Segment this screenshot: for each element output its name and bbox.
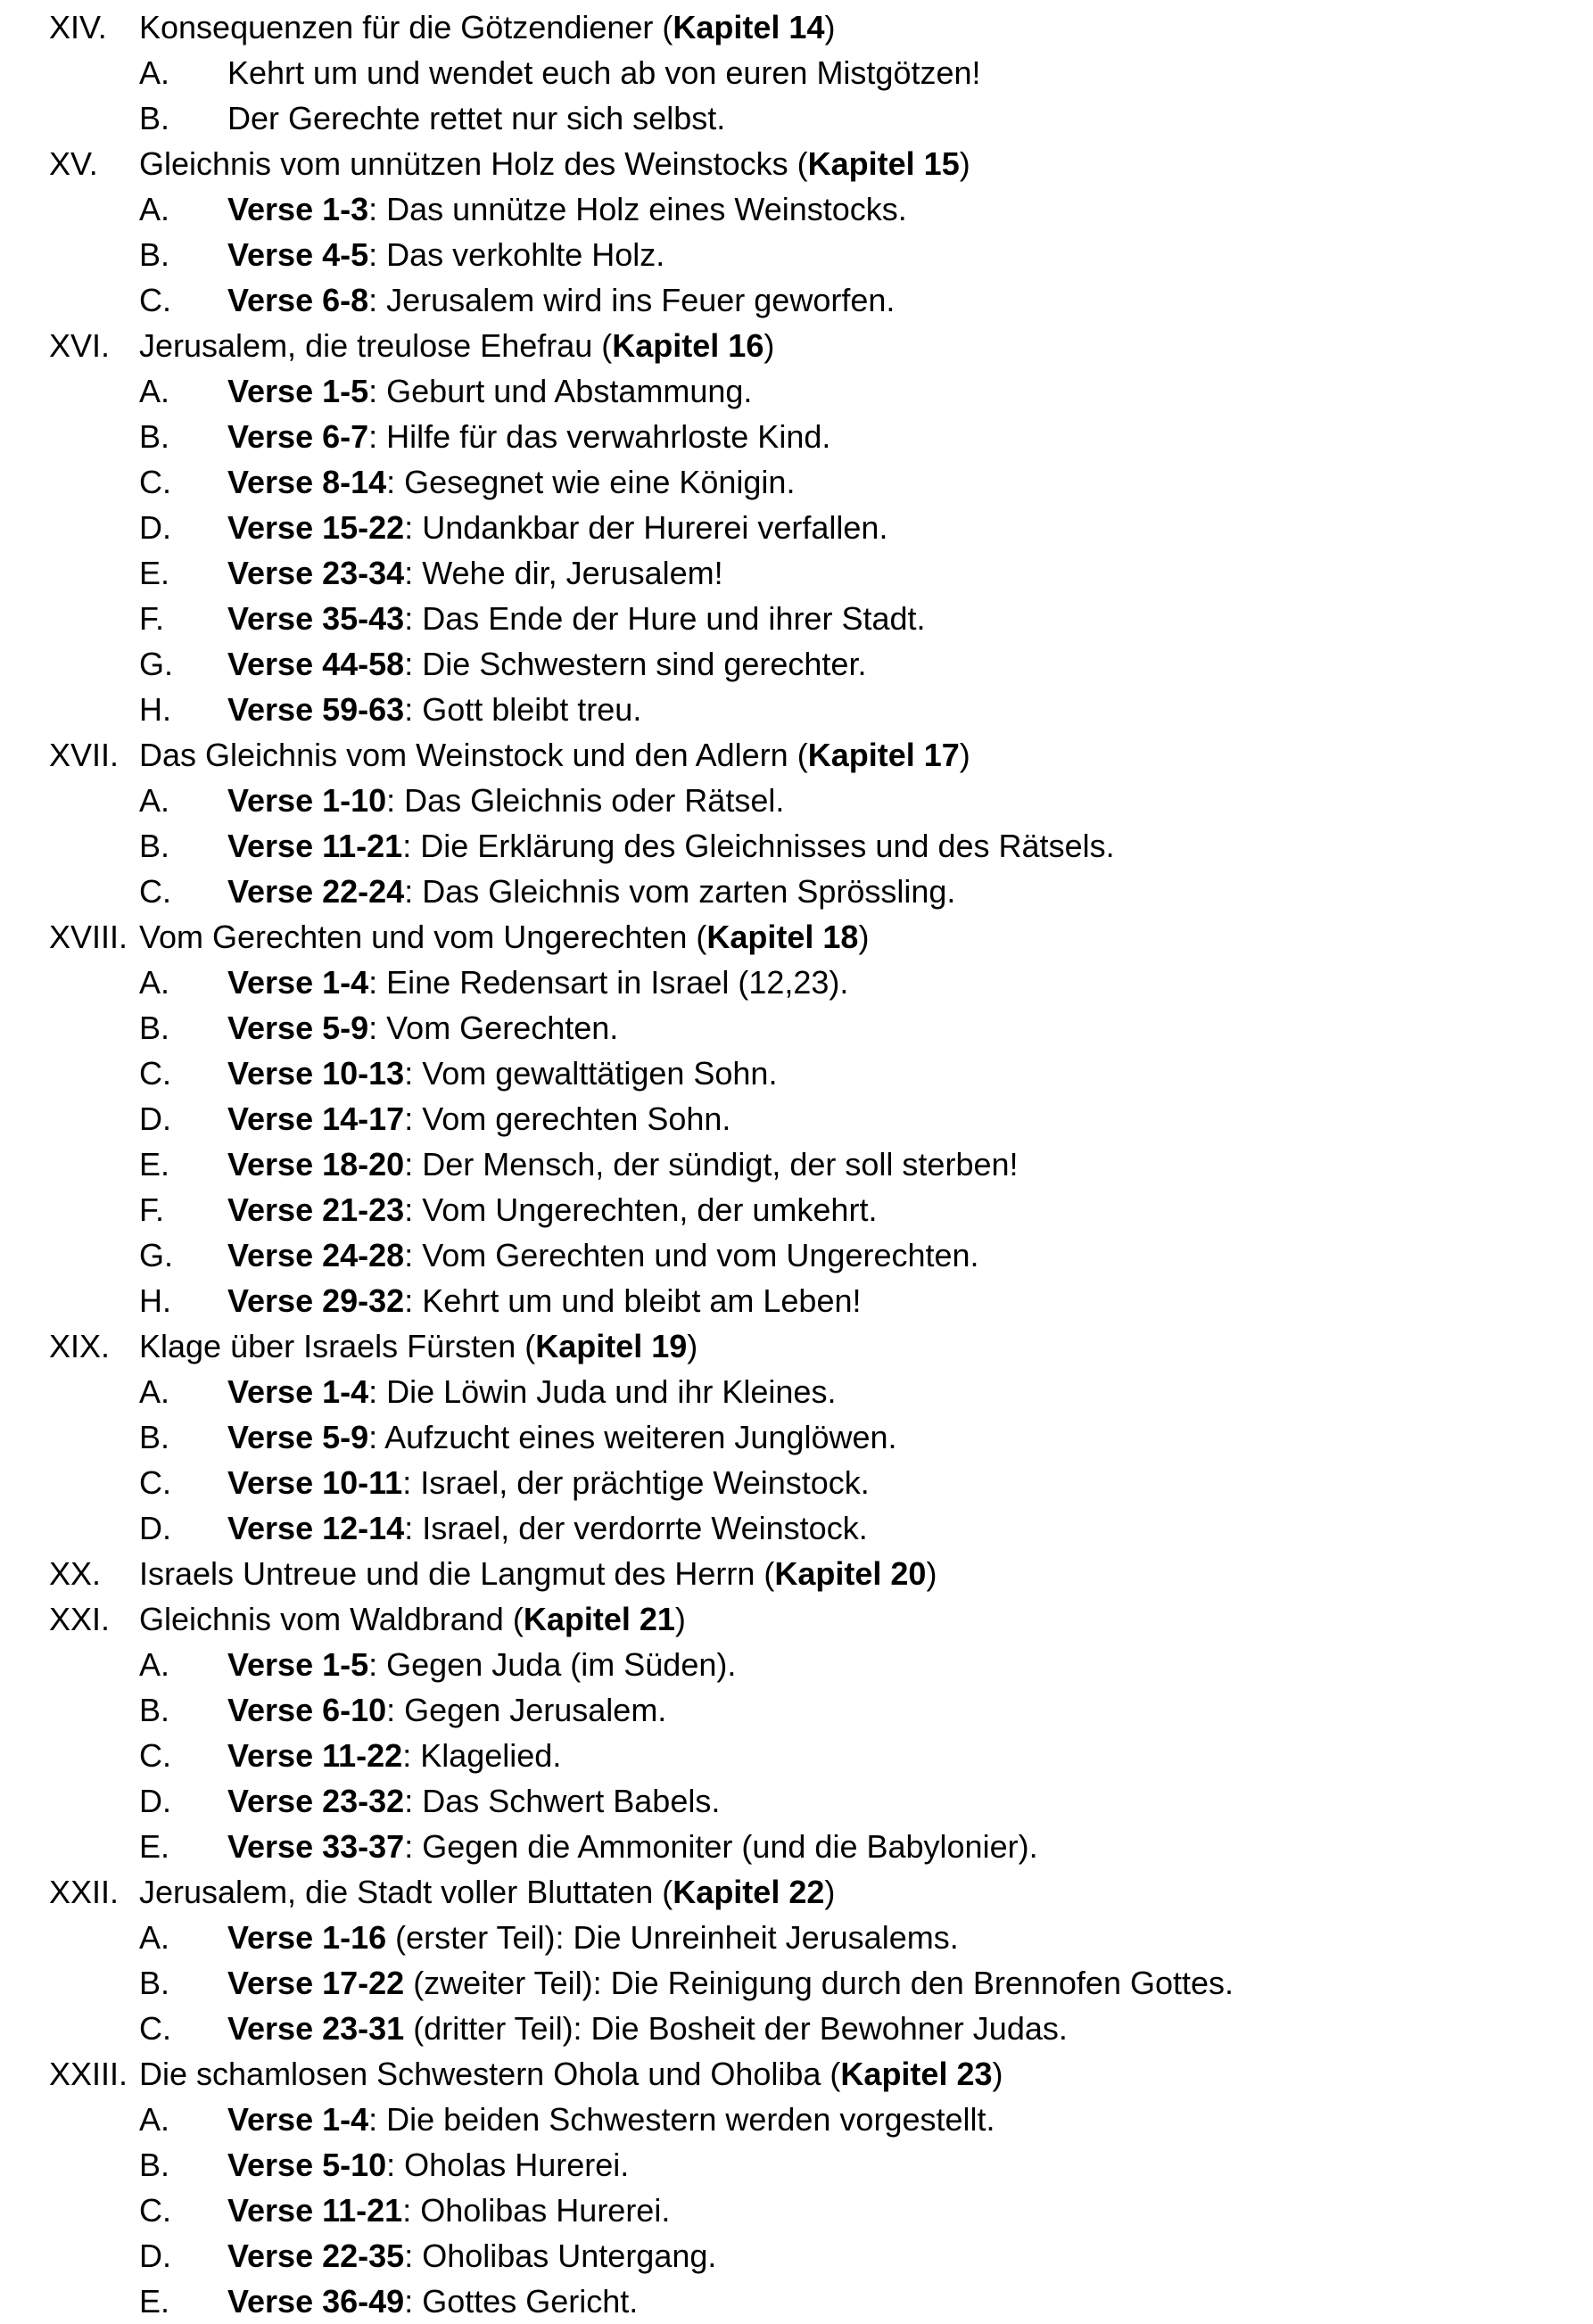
text-run: Konsequenzen für die Götzendiener ( bbox=[139, 9, 673, 45]
reference-bold: Kapitel 22 bbox=[673, 1874, 825, 1910]
subitem-letter: C. bbox=[139, 2192, 171, 2229]
outline-subitem bbox=[0, 232, 1593, 277]
subitem-text bbox=[227, 641, 866, 687]
text-run: : Gesegnet wie eine Königin. bbox=[386, 464, 796, 500]
reference-bold: Verse 23-32 bbox=[227, 1783, 405, 1819]
subitem-letter: C. bbox=[139, 1055, 171, 1092]
subitem-text bbox=[227, 95, 725, 141]
outline-subitem bbox=[0, 414, 1593, 459]
subitem-letter: D. bbox=[139, 1783, 171, 1819]
outline-subitem bbox=[0, 1278, 1593, 1323]
section-title bbox=[139, 1869, 835, 1915]
outline-subitem bbox=[0, 2142, 1593, 2188]
section-numeral: XX. bbox=[49, 1555, 102, 1592]
reference-bold: Verse 33-37 bbox=[227, 1828, 405, 1865]
section-numeral: XXII. bbox=[49, 1874, 120, 1910]
text-run: ) bbox=[959, 737, 970, 773]
subitem-letter: A. bbox=[139, 964, 170, 1001]
text-run: Kehrt um und wendet euch ab von euren Mistgötzen! bbox=[227, 54, 981, 91]
reference-bold: Verse 21-23 bbox=[227, 1191, 405, 1228]
subitem-letter: A. bbox=[139, 191, 170, 227]
text-run: Die schamlosen Schwestern Ohola und Oholiba ( bbox=[139, 2056, 841, 2092]
subitem-letter: A. bbox=[139, 1919, 170, 1956]
outline-subitem bbox=[0, 1642, 1593, 1687]
outline-subitem bbox=[0, 50, 1593, 95]
subitem-letter: C. bbox=[139, 873, 171, 910]
outline-subitem bbox=[0, 1824, 1593, 1869]
reference-bold: Verse 8-14 bbox=[227, 464, 387, 500]
section-numeral: XXI. bbox=[49, 1601, 111, 1637]
subitem-text bbox=[227, 232, 664, 277]
reference-bold: Verse 22-35 bbox=[227, 2237, 405, 2274]
text-run: ) bbox=[992, 2056, 1003, 2092]
text-run: : Das unnütze Holz eines Weinstocks. bbox=[368, 191, 907, 227]
text-run: : Kehrt um und bleibt am Leben! bbox=[404, 1282, 862, 1319]
outline-subitem bbox=[0, 1687, 1593, 1733]
text-run: : Gott bleibt treu. bbox=[404, 691, 642, 728]
subitem-text bbox=[227, 550, 723, 596]
outline-subitem bbox=[0, 1369, 1593, 1414]
subitem-text bbox=[227, 459, 795, 505]
text-run: : Geburt und Abstammung. bbox=[368, 373, 753, 409]
section-numeral: XVII. bbox=[49, 737, 120, 773]
text-run: (erster Teil): Die Unreinheit Jerusalems. bbox=[386, 1919, 959, 1956]
outline-subitem bbox=[0, 1915, 1593, 1960]
subitem-text bbox=[227, 414, 830, 459]
subitem-letter: E. bbox=[139, 555, 170, 591]
subitem-letter: F. bbox=[139, 600, 165, 637]
reference-bold: Verse 11-21 bbox=[227, 2192, 403, 2229]
text-run: : Gegen Jerusalem. bbox=[386, 1692, 667, 1728]
reference-bold: Verse 11-21 bbox=[227, 828, 403, 864]
subitem-text bbox=[227, 2279, 638, 2324]
section-numeral: XIX. bbox=[49, 1328, 111, 1364]
section-numeral: XIV. bbox=[49, 9, 107, 45]
reference-bold: Verse 1-4 bbox=[227, 1373, 369, 1410]
outline-subitem bbox=[0, 550, 1593, 596]
subitem-letter: A. bbox=[139, 782, 170, 819]
subitem-letter: B. bbox=[139, 1965, 170, 2001]
text-run: Vom Gerechten und vom Ungerechten ( bbox=[139, 919, 707, 955]
subitem-text bbox=[227, 1460, 870, 1505]
subitem-text bbox=[227, 2006, 1068, 2051]
subitem-letter: G. bbox=[139, 1237, 174, 1273]
text-run: : Vom gewalttätigen Sohn. bbox=[404, 1055, 778, 1092]
text-run: Gleichnis vom Waldbrand ( bbox=[139, 1601, 524, 1637]
reference-bold: Verse 23-34 bbox=[227, 555, 405, 591]
reference-bold: Kapitel 19 bbox=[535, 1328, 688, 1364]
subitem-letter: C. bbox=[139, 464, 171, 500]
text-run: : Undankbar der Hurerei verfallen. bbox=[404, 509, 888, 546]
text-run: Jerusalem, die Stadt voller Bluttaten ( bbox=[139, 1874, 673, 1910]
subitem-letter: A. bbox=[139, 1646, 170, 1683]
text-run: : Oholibas Hurerei. bbox=[402, 2192, 671, 2229]
subitem-text bbox=[227, 1824, 1038, 1869]
outline-section bbox=[0, 732, 1593, 778]
subitem-letter: B. bbox=[139, 418, 170, 455]
text-run: : Hilfe für das verwahrloste Kind. bbox=[368, 418, 831, 455]
reference-bold: Verse 6-7 bbox=[227, 418, 369, 455]
outline-subitem bbox=[0, 2006, 1593, 2051]
subitem-letter: C. bbox=[139, 2010, 171, 2047]
subitem-text bbox=[227, 687, 641, 732]
subitem-letter: A. bbox=[139, 2101, 170, 2138]
text-run: : Das Schwert Babels. bbox=[404, 1783, 721, 1819]
text-run: : Das Gleichnis oder Rätsel. bbox=[386, 782, 785, 819]
text-run: : Die beiden Schwestern werden vorgestellt. bbox=[368, 2101, 995, 2138]
subitem-letter: B. bbox=[139, 236, 170, 273]
reference-bold: Verse 12-14 bbox=[227, 1510, 405, 1546]
reference-bold: Kapitel 18 bbox=[706, 919, 859, 955]
subitem-text bbox=[227, 1687, 666, 1733]
subitem-text bbox=[227, 186, 907, 232]
subitem-letter: B. bbox=[139, 1692, 170, 1728]
reference-bold: Verse 59-63 bbox=[227, 691, 405, 728]
outline-section bbox=[0, 2051, 1593, 2097]
reference-bold: Verse 18-20 bbox=[227, 1146, 405, 1183]
outline-subitem bbox=[0, 1005, 1593, 1051]
subitem-text bbox=[227, 823, 1115, 869]
outline-section bbox=[0, 4, 1593, 50]
text-run: : Wehe dir, Jerusalem! bbox=[404, 555, 723, 591]
subitem-letter: A. bbox=[139, 373, 170, 409]
subitem-letter: B. bbox=[139, 2147, 170, 2183]
outline-section bbox=[0, 1551, 1593, 1596]
reference-bold: Verse 22-24 bbox=[227, 873, 405, 910]
subitem-text bbox=[227, 1505, 868, 1551]
subitem-letter: C. bbox=[139, 282, 171, 318]
outline-subitem bbox=[0, 2097, 1593, 2142]
subitem-letter: E. bbox=[139, 1828, 170, 1865]
subitem-text bbox=[227, 2233, 716, 2279]
subitem-text bbox=[227, 778, 784, 823]
subitem-text bbox=[227, 1369, 836, 1414]
subitem-letter: G. bbox=[139, 646, 174, 682]
outline-subitem bbox=[0, 687, 1593, 732]
subitem-letter: C. bbox=[139, 1737, 171, 1774]
outline-subitem bbox=[0, 95, 1593, 141]
reference-bold: Verse 44-58 bbox=[227, 646, 405, 682]
text-run: Der Gerechte rettet nur sich selbst. bbox=[227, 100, 726, 136]
section-title bbox=[139, 914, 869, 960]
outline-section bbox=[0, 1596, 1593, 1642]
reference-bold: Verse 29-32 bbox=[227, 1282, 405, 1319]
text-run: Klage über Israels Fürsten ( bbox=[139, 1328, 536, 1364]
reference-bold: Verse 6-8 bbox=[227, 282, 369, 318]
section-title bbox=[139, 1551, 937, 1596]
subitem-letter: D. bbox=[139, 1510, 171, 1546]
reference-bold: Kapitel 14 bbox=[673, 9, 825, 45]
outline-subitem bbox=[0, 1460, 1593, 1505]
subitem-text bbox=[227, 1096, 730, 1141]
outline-subitem bbox=[0, 596, 1593, 641]
reference-bold: Verse 17-22 bbox=[227, 1965, 405, 2001]
outline-section bbox=[0, 323, 1593, 368]
outline-subitem bbox=[0, 1051, 1593, 1096]
reference-bold: Verse 23-31 bbox=[227, 2010, 405, 2047]
text-run: Gleichnis vom unnützen Holz des Weinstocks ( bbox=[139, 145, 808, 182]
reference-bold: Kapitel 20 bbox=[774, 1555, 927, 1592]
outline-subitem bbox=[0, 1096, 1593, 1141]
outline-subitem bbox=[0, 2188, 1593, 2233]
text-run: : Der Mensch, der sündigt, der soll sterben! bbox=[404, 1146, 1019, 1183]
text-run: (zweiter Teil): Die Reinigung durch den Brennofen Gottes. bbox=[404, 1965, 1234, 2001]
text-run: : Das Ende der Hure und ihrer Stadt. bbox=[404, 600, 926, 637]
reference-bold: Verse 1-10 bbox=[227, 782, 387, 819]
subitem-text bbox=[227, 2142, 629, 2188]
section-numeral: XVI. bbox=[49, 327, 111, 364]
subitem-letter: D. bbox=[139, 509, 171, 546]
text-run: Jerusalem, die treulose Ehefrau ( bbox=[139, 327, 613, 364]
outline-subitem bbox=[0, 186, 1593, 232]
reference-bold: Verse 1-4 bbox=[227, 2101, 369, 2138]
text-run: : Oholibas Untergang. bbox=[404, 2237, 717, 2274]
outline-subitem bbox=[0, 459, 1593, 505]
reference-bold: Verse 11-22 bbox=[227, 1737, 403, 1774]
subitem-text bbox=[227, 1642, 736, 1687]
subitem-letter: E. bbox=[139, 2283, 170, 2320]
outline-subitem bbox=[0, 641, 1593, 687]
outline-subitem bbox=[0, 1505, 1593, 1551]
text-run: : Gegen Juda (im Süden). bbox=[368, 1646, 737, 1683]
outline-subitem bbox=[0, 1778, 1593, 1824]
subitem-text bbox=[227, 2188, 670, 2233]
subitem-letter: A. bbox=[139, 54, 170, 91]
outline-subitem bbox=[0, 277, 1593, 323]
outline-subitem bbox=[0, 869, 1593, 914]
text-run: : Vom gerechten Sohn. bbox=[404, 1100, 731, 1137]
text-run: : Gegen die Ammoniter (und die Babylonier). bbox=[404, 1828, 1038, 1865]
subitem-letter: B. bbox=[139, 100, 170, 136]
subitem-letter: F. bbox=[139, 1191, 165, 1228]
text-run: : Die Erklärung des Gleichnisses und des Rätsels. bbox=[402, 828, 1115, 864]
section-numeral: XVIII. bbox=[49, 919, 128, 955]
subitem-text bbox=[227, 1051, 777, 1096]
reference-bold: Verse 35-43 bbox=[227, 600, 405, 637]
outline-section bbox=[0, 1869, 1593, 1915]
text-run: : Vom Gerechten. bbox=[368, 1010, 619, 1046]
reference-bold: Verse 5-10 bbox=[227, 2147, 387, 2183]
outline-subitem bbox=[0, 1733, 1593, 1778]
reference-bold: Verse 4-5 bbox=[227, 236, 369, 273]
reference-bold: Verse 15-22 bbox=[227, 509, 405, 546]
subitem-text bbox=[227, 1141, 1019, 1187]
reference-bold: Verse 14-17 bbox=[227, 1100, 405, 1137]
subitem-text bbox=[227, 960, 848, 1005]
outline-subitem bbox=[0, 505, 1593, 550]
reference-bold: Verse 1-5 bbox=[227, 373, 369, 409]
reference-bold: Verse 1-4 bbox=[227, 964, 369, 1001]
reference-bold: Verse 24-28 bbox=[227, 1237, 405, 1273]
subitem-text bbox=[227, 1232, 979, 1278]
text-run: ) bbox=[763, 327, 775, 364]
text-run: : Das Gleichnis vom zarten Sprössling. bbox=[404, 873, 956, 910]
subitem-text bbox=[227, 50, 981, 95]
subitem-letter: B. bbox=[139, 1010, 170, 1046]
outline-subitem bbox=[0, 1232, 1593, 1278]
reference-bold: Kapitel 23 bbox=[840, 2056, 993, 2092]
text-run: : Vom Ungerechten, der umkehrt. bbox=[404, 1191, 878, 1228]
outline-subitem bbox=[0, 1187, 1593, 1232]
text-run: : Klagelied. bbox=[402, 1737, 562, 1774]
reference-bold: Verse 1-16 bbox=[227, 1919, 387, 1956]
subitem-letter: E. bbox=[139, 1146, 170, 1183]
reference-bold: Verse 5-9 bbox=[227, 1010, 369, 1046]
outline-section bbox=[0, 1323, 1593, 1369]
text-run: ) bbox=[959, 145, 970, 182]
reference-bold: Verse 10-13 bbox=[227, 1055, 405, 1092]
reference-bold: Verse 1-5 bbox=[227, 1646, 369, 1683]
subitem-letter: D. bbox=[139, 2237, 171, 2274]
subitem-text bbox=[227, 1414, 897, 1460]
text-run: ) bbox=[824, 9, 836, 45]
outline-section bbox=[0, 141, 1593, 186]
outline-subitem bbox=[0, 2233, 1593, 2279]
text-run: Das Gleichnis vom Weinstock und den Adlern ( bbox=[139, 737, 808, 773]
reference-bold: Verse 10-11 bbox=[227, 1464, 403, 1501]
section-title bbox=[139, 2051, 1003, 2097]
reference-bold: Kapitel 21 bbox=[523, 1601, 675, 1637]
reference-bold: Kapitel 16 bbox=[612, 327, 764, 364]
text-run: ) bbox=[858, 919, 870, 955]
text-run: ) bbox=[926, 1555, 937, 1592]
outline-subitem bbox=[0, 960, 1593, 1005]
subitem-text bbox=[227, 1005, 618, 1051]
outline-subitem bbox=[0, 368, 1593, 414]
outline-section bbox=[0, 914, 1593, 960]
text-run: : Die Schwestern sind gerechter. bbox=[404, 646, 867, 682]
text-run: : Oholas Hurerei. bbox=[386, 2147, 630, 2183]
outline-subitem bbox=[0, 1141, 1593, 1187]
subitem-text bbox=[227, 368, 752, 414]
outline-subitem bbox=[0, 2279, 1593, 2324]
subitem-letter: D. bbox=[139, 1100, 171, 1137]
section-title bbox=[139, 1323, 697, 1369]
subitem-letter: H. bbox=[139, 1282, 171, 1319]
subitem-text bbox=[227, 1778, 720, 1824]
text-run: : Israel, der verdorrte Weinstock. bbox=[404, 1510, 868, 1546]
reference-bold: Verse 6-10 bbox=[227, 1692, 387, 1728]
subitem-text bbox=[227, 1915, 959, 1960]
text-run: ) bbox=[687, 1328, 698, 1364]
reference-bold: Verse 36-49 bbox=[227, 2283, 405, 2320]
section-title bbox=[139, 141, 970, 186]
section-title bbox=[139, 732, 970, 778]
subitem-text bbox=[227, 1960, 1234, 2006]
subitem-text bbox=[227, 1733, 561, 1778]
subitem-letter: H. bbox=[139, 691, 171, 728]
reference-bold: Verse 1-3 bbox=[227, 191, 369, 227]
section-numeral: XV. bbox=[49, 145, 98, 182]
subitem-letter: B. bbox=[139, 1419, 170, 1455]
subitem-text bbox=[227, 1187, 877, 1232]
reference-bold: Kapitel 15 bbox=[807, 145, 960, 182]
text-run: ) bbox=[824, 1874, 836, 1910]
subitem-text bbox=[227, 1278, 862, 1323]
subitem-letter: C. bbox=[139, 1464, 171, 1501]
reference-bold: Verse 5-9 bbox=[227, 1419, 369, 1455]
text-run: ) bbox=[674, 1601, 686, 1637]
text-run: : Vom Gerechten und vom Ungerechten. bbox=[404, 1237, 979, 1273]
section-title bbox=[139, 4, 835, 50]
text-run: : Aufzucht eines weiteren Junglöwen. bbox=[368, 1419, 897, 1455]
text-run: : Gottes Gericht. bbox=[404, 2283, 639, 2320]
reference-bold: Kapitel 17 bbox=[807, 737, 960, 773]
section-title bbox=[139, 323, 774, 368]
subitem-text bbox=[227, 596, 926, 641]
text-run: : Jerusalem wird ins Feuer geworfen. bbox=[368, 282, 896, 318]
text-run: : Israel, der prächtige Weinstock. bbox=[402, 1464, 870, 1501]
outline-subitem bbox=[0, 1414, 1593, 1460]
outline-subitem bbox=[0, 778, 1593, 823]
text-run: Israels Untreue und die Langmut des Herrn ( bbox=[139, 1555, 775, 1592]
text-run: : Das verkohlte Holz. bbox=[368, 236, 665, 273]
subitem-text bbox=[227, 505, 887, 550]
text-run: : Eine Redensart in Israel (12,23). bbox=[368, 964, 849, 1001]
text-run: : Die Löwin Juda und ihr Kleines. bbox=[368, 1373, 837, 1410]
outline-subitem bbox=[0, 1960, 1593, 2006]
outline-subitem bbox=[0, 823, 1593, 869]
subitem-text bbox=[227, 2097, 995, 2142]
subitem-letter: B. bbox=[139, 828, 170, 864]
section-numeral: XXIII. bbox=[49, 2056, 128, 2092]
text-run: (dritter Teil): Die Bosheit der Bewohner Judas. bbox=[404, 2010, 1068, 2047]
section-title bbox=[139, 1596, 686, 1642]
subitem-letter: A. bbox=[139, 1373, 170, 1410]
subitem-text bbox=[227, 869, 955, 914]
subitem-text bbox=[227, 277, 895, 323]
